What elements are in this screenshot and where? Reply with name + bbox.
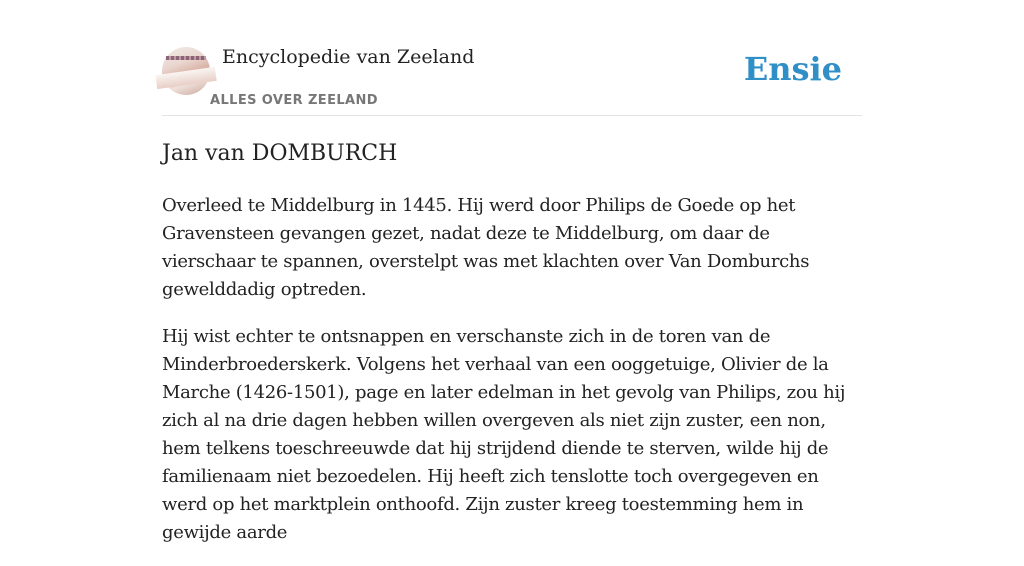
site-title[interactable]: Encyclopedie van Zeeland bbox=[222, 46, 475, 68]
avatar-detail bbox=[155, 67, 216, 89]
article bbox=[162, 138, 862, 566]
ensie-logo-link[interactable]: Ensie bbox=[743, 50, 842, 88]
article-title: Jan van DOMBURCH bbox=[162, 141, 398, 166]
avatar-detail bbox=[166, 56, 206, 60]
site-tagline: ALLES OVER ZEELAND bbox=[210, 93, 378, 108]
site-avatar[interactable] bbox=[162, 47, 210, 95]
article-paragraph: Hij wist echter te ontsnappen en verschanste zich in de toren van de Minderbroederskerk. Volgens het verhaal van een ooggetuige, Olivier de la Marche (1426-1501), page en later edelman in het gevolg van Philips, zou hij zich al na drie dagen hebben willen overgeven als niet zijn zuster, een non, hem telkens toeschreeuwde dat hij strijdend diende te sterven, wilde hij de familienaam niet bezoedelen. Hij heeft zich tenslotte toch overgegeven en werd op het marktplein onthoofd. Zijn zuster kreeg toestemming hem in gewijde aarde bbox=[162, 326, 846, 543]
article-paragraph: Overleed te Middelburg in 1445. Hij werd door Philips de Goede op het Gravensteen gevangen gezet, nadat deze te Middelburg, om daar de vierschaar te spannen, overstelpt was met klachten over Van Domburchs gewelddadig optreden. bbox=[162, 195, 810, 300]
site-header bbox=[162, 0, 862, 116]
